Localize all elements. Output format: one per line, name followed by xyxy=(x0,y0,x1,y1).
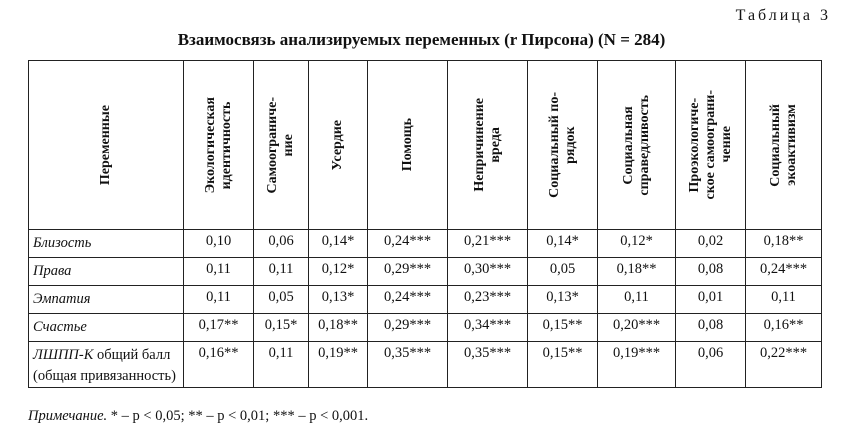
table-cell: 0,18** xyxy=(746,230,822,258)
note-label: Примечание. xyxy=(28,408,108,424)
col-header: Проэкологиче- ское самоограни- чение xyxy=(676,61,746,230)
table-cell: 0,16** xyxy=(184,342,254,388)
table-cell: 0,14* xyxy=(309,230,368,258)
col-header: Помощь xyxy=(368,61,448,230)
table-cell: 0,18** xyxy=(598,258,676,286)
table-note xyxy=(28,408,368,425)
table-cell: 0,21*** xyxy=(448,230,528,258)
table-cell: 0,08 xyxy=(676,314,746,342)
table-cell: 0,13* xyxy=(528,286,598,314)
correlation-table xyxy=(28,60,822,388)
col-header: Социальный по- рядок xyxy=(528,61,598,230)
table-cell: 0,34*** xyxy=(448,314,528,342)
row-label: Права xyxy=(29,258,184,286)
table-cell: 0,20*** xyxy=(598,314,676,342)
table-cell: 0,24*** xyxy=(746,258,822,286)
table-cell: 0,16** xyxy=(746,314,822,342)
table-cell: 0,18** xyxy=(309,314,368,342)
table-cell: 0,15* xyxy=(254,314,309,342)
table-cell: 0,12* xyxy=(309,258,368,286)
note-text: * – p < 0,05; ** – p < 0,01; *** – p < 0,001. xyxy=(110,408,369,424)
table-cell: 0,29*** xyxy=(368,314,448,342)
table-cell: 0,11 xyxy=(746,286,822,314)
row-label: Эмпатия xyxy=(29,286,184,314)
col-header: Социальная справедливость xyxy=(598,61,676,230)
table-cell: 0,11 xyxy=(598,286,676,314)
table-cell: 0,35*** xyxy=(448,342,528,388)
table-cell: 0,05 xyxy=(254,286,309,314)
table-cell: 0,01 xyxy=(676,286,746,314)
table-cell: 0,06 xyxy=(254,230,309,258)
table-cell: 0,05 xyxy=(528,258,598,286)
table-cell: 0,35*** xyxy=(368,342,448,388)
table-row xyxy=(29,314,822,342)
header-row xyxy=(29,61,822,230)
table-cell: 0,23*** xyxy=(448,286,528,314)
col-header: Переменные xyxy=(29,61,184,230)
table-cell: 0,29*** xyxy=(368,258,448,286)
table-cell: 0,17** xyxy=(184,314,254,342)
table-cell: 0,12* xyxy=(598,230,676,258)
table-title: Взаимосвязь анализируемых переменных (r Пирсона) (N = 284) xyxy=(177,30,666,49)
table-cell: 0,30*** xyxy=(448,258,528,286)
row-label: ЛШПП-К общий балл (общая привязанность) xyxy=(29,342,184,388)
table-cell: 0,11 xyxy=(254,258,309,286)
table-cell: 0,24*** xyxy=(368,286,448,314)
col-header: Экологическая идентичность xyxy=(184,61,254,230)
table-cell: 0,11 xyxy=(254,342,309,388)
table-cell: 0,19** xyxy=(309,342,368,388)
table-cell: 0,24*** xyxy=(368,230,448,258)
table-label: Таблица 3 xyxy=(735,7,831,24)
col-header: Самоограниче- ние xyxy=(254,61,309,230)
table-row xyxy=(29,258,822,286)
table-cell: 0,10 xyxy=(184,230,254,258)
table-cell: 0,02 xyxy=(676,230,746,258)
col-header: Усердие xyxy=(309,61,368,230)
table-row xyxy=(29,286,822,314)
table-cell: 0,15** xyxy=(528,314,598,342)
table-cell: 0,14* xyxy=(528,230,598,258)
table-cell: 0,11 xyxy=(184,286,254,314)
table-cell: 0,19*** xyxy=(598,342,676,388)
col-header: Социальный экоактивизм xyxy=(746,61,822,230)
row-label: Близость xyxy=(29,230,184,258)
table-cell: 0,15** xyxy=(528,342,598,388)
table-cell: 0,13* xyxy=(309,286,368,314)
table-row xyxy=(29,342,822,388)
col-header: Непричинение вреда xyxy=(448,61,528,230)
table-row xyxy=(29,230,822,258)
table-cell: 0,11 xyxy=(184,258,254,286)
table-cell: 0,22*** xyxy=(746,342,822,388)
table-cell: 0,06 xyxy=(676,342,746,388)
table-cell: 0,08 xyxy=(676,258,746,286)
row-label: Счастье xyxy=(29,314,184,342)
